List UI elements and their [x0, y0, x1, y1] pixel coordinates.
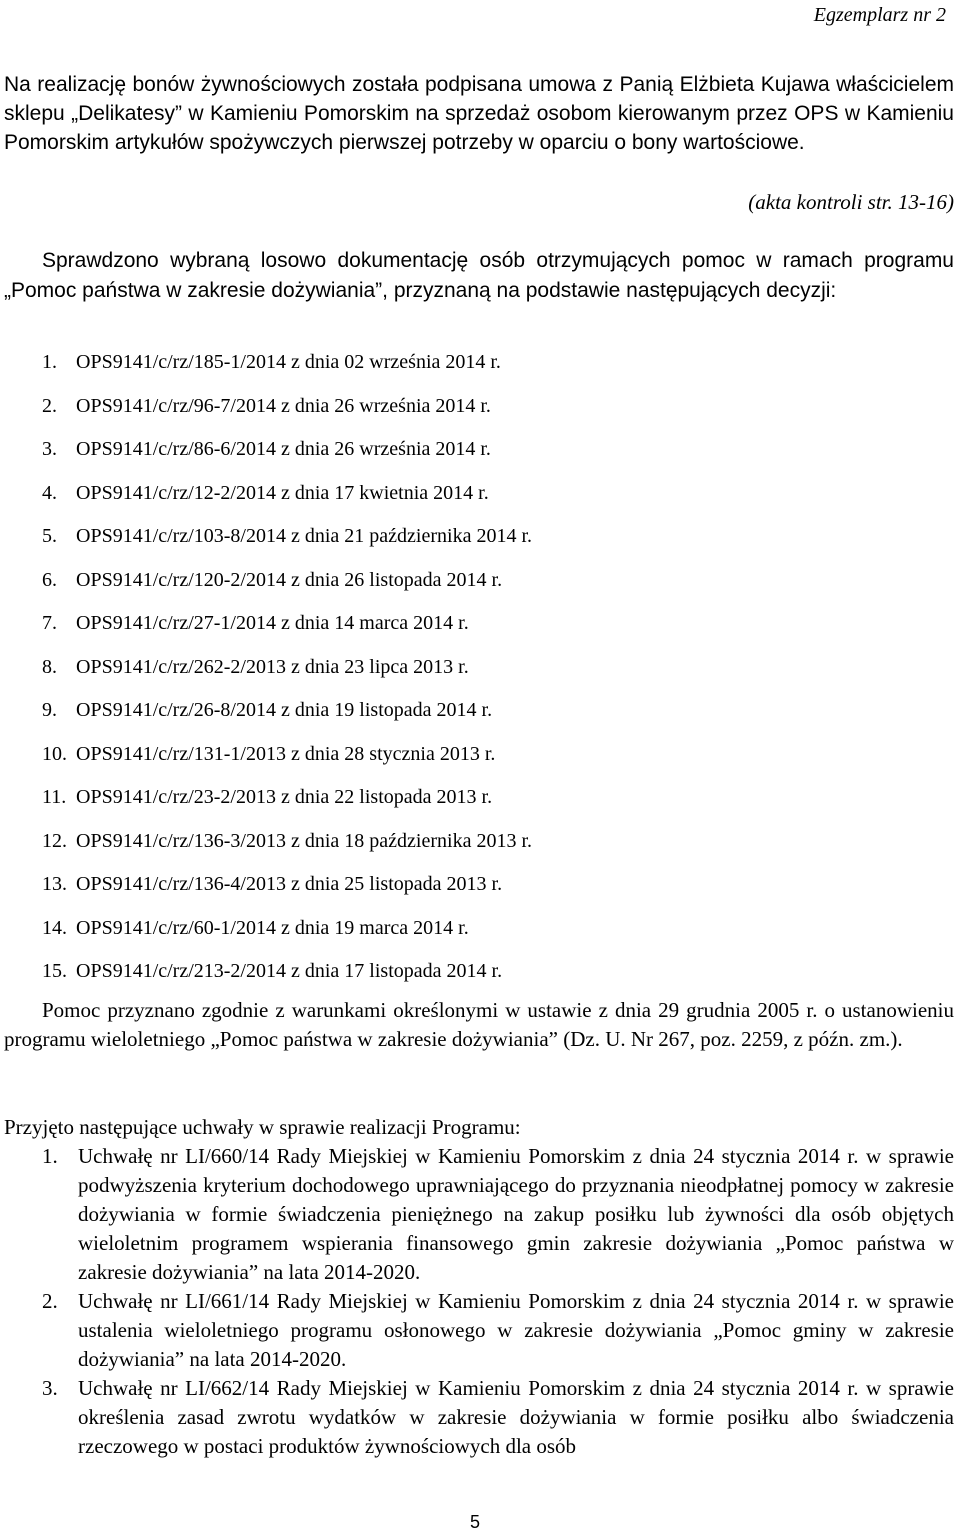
granted-paragraph: [4, 996, 954, 1054]
list-item-number: 11.: [42, 786, 67, 808]
list-item: [42, 481, 532, 525]
list-item: [42, 1142, 954, 1287]
list-item: [42, 655, 532, 699]
list-item-text: OPS9141/c/rz/136-3/2013 z dnia 18 października 2013 r.: [76, 829, 533, 852]
list-item-text: OPS9141/c/rz/136-4/2013 z dnia 25 listopada 2013 r.: [76, 873, 503, 895]
list-item-text: OPS9141/c/rz/12-2/2014 z dnia 17 kwietnia 2014 r.: [76, 481, 489, 504]
intro-paragraph: Na realizację bonów żywnościowych została podpisana umowa z Panią Elżbieta Kujawa właścicielem sklepu „Delikatesy” w Kamieniu Pomorskim na sprzedaż osobom kierowanym przez OPS w Kamieniu Pomorskim artykułów spożywczych pierwszej potrzeby w oparciu o bony wartościowe.: [4, 73, 954, 154]
list-item-number: 13.: [42, 873, 67, 895]
list-item-number: 3.: [42, 1376, 58, 1400]
list-item-text: Uchwałę nr LI/661/14 Rady Miejskiej w Kamieniu Pomorskim z dnia 24 stycznia 2014 r. w sprawie ustalenia wieloletniego programu osłonowego w zakresie dożywiania „Pomoc gminy w zakresie dożywiania” na lata 2014-2020.: [78, 1289, 954, 1371]
list-item-number: 6.: [42, 568, 57, 591]
list-item-number: 9.: [42, 699, 57, 721]
list-item-number: 10.: [42, 742, 67, 765]
granted-text: Pomoc przyznano zgodnie z warunkami określonymi w ustawie z dnia 29 grudnia 2005 r. o ustanowieniu programu wieloletniego „Pomoc państwa w zakresie dożywiania” (Dz. U. Nr 267, poz. 2259, z późn. zm.).: [4, 998, 954, 1051]
list-item: [42, 1287, 954, 1374]
decision-list: [42, 350, 532, 1003]
list-item-text: OPS9141/c/rz/213-2/2014 z dnia 17 listopada 2014 r.: [76, 960, 503, 982]
list-item-number: 7.: [42, 612, 57, 634]
reference-note: (akta kontroli str. 13-16): [748, 190, 954, 214]
list-item-text: OPS9141/c/rz/131-1/2013 z dnia 28 stycznia 2013 r.: [76, 742, 496, 765]
list-item-number: 1.: [42, 351, 57, 373]
list-item: [42, 524, 532, 568]
list-item: [42, 742, 532, 786]
list-item-number: 4.: [42, 481, 57, 504]
list-item-text: Uchwałę nr LI/662/14 Rady Miejskiej w Kamieniu Pomorskim z dnia 24 stycznia 2014 r. w sprawie określenia zasad zwrotu wydatków w zakresie dożywiania w formie posiłku albo świadczenia rzeczowego w postaci produktów żywnościowych dla osób: [78, 1376, 954, 1458]
list-item-text: OPS9141/c/rz/103-8/2014 z dnia 21 października 2014 r.: [76, 525, 533, 547]
list-item: [42, 611, 532, 655]
list-item-text: OPS9141/c/rz/60-1/2014 z dnia 19 marca 2014 r.: [76, 916, 469, 939]
list-item-text: OPS9141/c/rz/96-7/2014 z dnia 26 września 2014 r.: [76, 394, 491, 417]
list-item: [42, 916, 532, 960]
list-item: [42, 785, 532, 829]
list-item: [42, 394, 532, 438]
page-number: 5: [470, 1512, 481, 1532]
list-item: [42, 829, 532, 873]
list-item: [42, 350, 532, 394]
checked-paragraph: [4, 246, 954, 306]
list-item-number: 8.: [42, 655, 57, 678]
list-item: [42, 568, 532, 612]
list-item-text: OPS9141/c/rz/23-2/2013 z dnia 22 listopada 2013 r.: [76, 786, 493, 808]
list-item-text: OPS9141/c/rz/262-2/2013 z dnia 23 lipca 2013 r.: [76, 655, 469, 678]
list-item: [42, 1374, 954, 1461]
list-item-number: 2.: [42, 394, 57, 417]
checked-text: Sprawdzono wybraną losowo dokumentację osób otrzymujących pomoc w ramach programu „Pomoc państwa w zakresie dożywiania”, przyznaną na podstawie następujących decyzji:: [4, 249, 954, 302]
list-item-number: 1.: [42, 1144, 58, 1168]
list-item: [42, 437, 532, 481]
resolution-list: [42, 1142, 954, 1461]
list-item-number: 2.: [42, 1289, 58, 1313]
list-item-text: OPS9141/c/rz/27-1/2014 z dnia 14 marca 2014 r.: [76, 612, 469, 634]
list-item-text: OPS9141/c/rz/120-2/2014 z dnia 26 listopada 2014 r.: [76, 568, 503, 591]
list-item-number: 14.: [42, 916, 67, 939]
list-item: [42, 872, 532, 916]
copy-label: Egzemplarz nr 2: [813, 4, 946, 26]
list-item-text: OPS9141/c/rz/185-1/2014 z dnia 02 września 2014 r.: [76, 351, 501, 373]
list-item-text: OPS9141/c/rz/26-8/2014 z dnia 19 listopada 2014 r.: [76, 699, 493, 721]
list-item-number: 3.: [42, 438, 57, 460]
resolutions-intro: Przyjęto następujące uchwały w sprawie realizacji Programu:: [4, 1115, 521, 1139]
list-item-number: 15.: [42, 960, 67, 982]
list-item: [42, 698, 532, 742]
list-item-text: Uchwałę nr LI/660/14 Rady Miejskiej w Kamieniu Pomorskim z dnia 24 stycznia 2014 r. w sprawie podwyższenia kryterium dochodowego uprawniającego do przyznania nieodpłatnej pomocy w zakresie dożywiania w formie świadczenia pieniężnego na zakup posiłku lub żywności dla osób objętych wieloletnim programem wspierania finansowego gmin zakresie dożywiania „Pomoc państwa w zakresie dożywiania” na lata 2014-2020.: [78, 1144, 954, 1284]
list-item-number: 5.: [42, 525, 57, 547]
list-item-text: OPS9141/c/rz/86-6/2014 z dnia 26 września 2014 r.: [76, 438, 491, 460]
list-item-number: 12.: [42, 829, 67, 852]
